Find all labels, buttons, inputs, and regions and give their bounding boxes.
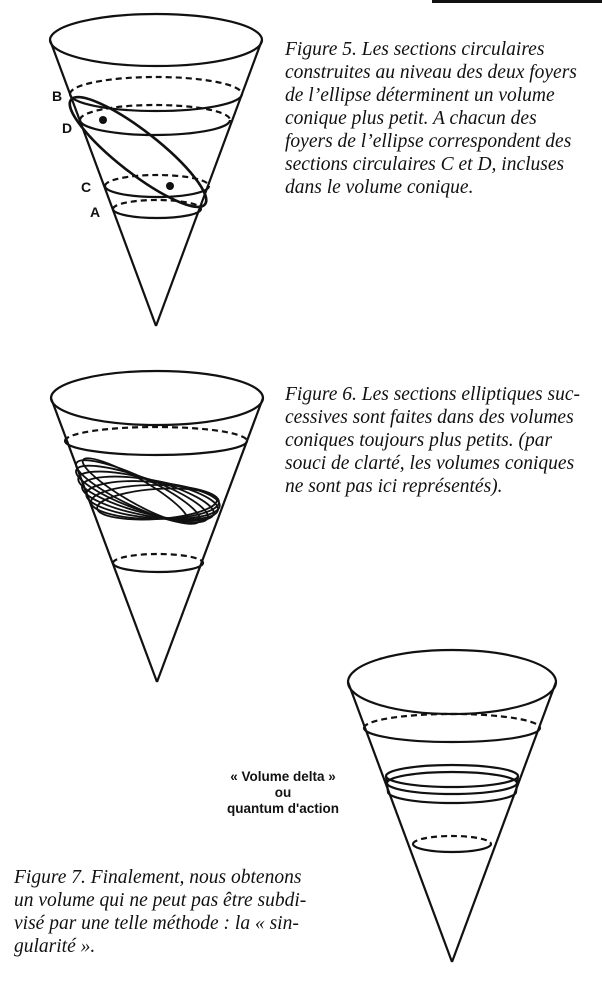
- figure5-label-a: A: [90, 204, 101, 220]
- figure6-caption: [285, 383, 580, 498]
- figure5-cone: [50, 14, 262, 326]
- figure5-label-b: B: [52, 88, 63, 104]
- figure7-volume-delta-label: [208, 769, 358, 817]
- caption-line: visé par une telle méthode : la « sin-: [14, 913, 299, 934]
- label-line: « Volume delta »: [230, 769, 336, 784]
- caption-line: gularité ».: [14, 936, 96, 957]
- figure7-section-bottom: [413, 836, 491, 852]
- figure6-cone: [51, 371, 263, 682]
- caption-line: dans le volume conique.: [285, 177, 474, 198]
- figure7-caption: [14, 866, 306, 958]
- figure7-cone: [348, 650, 556, 962]
- label-line: quantum d'action: [227, 801, 339, 816]
- figure5-section-c: [105, 175, 209, 197]
- figure5-focus-c-dot: [166, 182, 174, 190]
- caption-line: coniques toujours plus petits. (par: [285, 430, 553, 451]
- figure6-elliptic-sections: [70, 450, 221, 535]
- figure5-label-c: C: [81, 179, 92, 195]
- caption-line: souci de clarté, les volumes coniques: [285, 453, 575, 474]
- caption-line: de l’ellipse déterminent un volume: [285, 85, 555, 106]
- figure6-section-bottom: [113, 554, 203, 572]
- figure5-caption: [285, 38, 577, 199]
- caption-line: ne sont pas ici représentés).: [285, 476, 503, 497]
- figure5-focus-d-dot: [99, 116, 107, 124]
- figure7-volume-delta: [386, 765, 518, 803]
- caption-line: conique plus petit. A chacun des: [285, 108, 537, 129]
- caption-line: cessives sont faites dans des volumes: [285, 407, 574, 428]
- caption-line: foyers de l’ellipse correspondent des: [285, 131, 572, 152]
- figure5-section-a: [113, 200, 201, 218]
- figure6-section-top: [65, 427, 247, 455]
- caption-line: sections circulaires C et D, incluses: [285, 154, 565, 175]
- label-line: ou: [274, 785, 292, 800]
- caption-line: un volume qui ne peut pas être subdi-: [14, 890, 307, 911]
- caption-line: Figure 7. Finalement, nous obtenons: [14, 867, 302, 888]
- caption-line: construites au niveau des deux foyers: [285, 62, 577, 83]
- figure5-label-d: D: [62, 120, 73, 136]
- figure7-section-top: [364, 714, 540, 742]
- caption-line: Figure 5. Les sections circulaires: [285, 39, 545, 60]
- figure5-section-b: [70, 77, 242, 111]
- caption-line: Figure 6. Les sections elliptiques suc-: [285, 384, 580, 405]
